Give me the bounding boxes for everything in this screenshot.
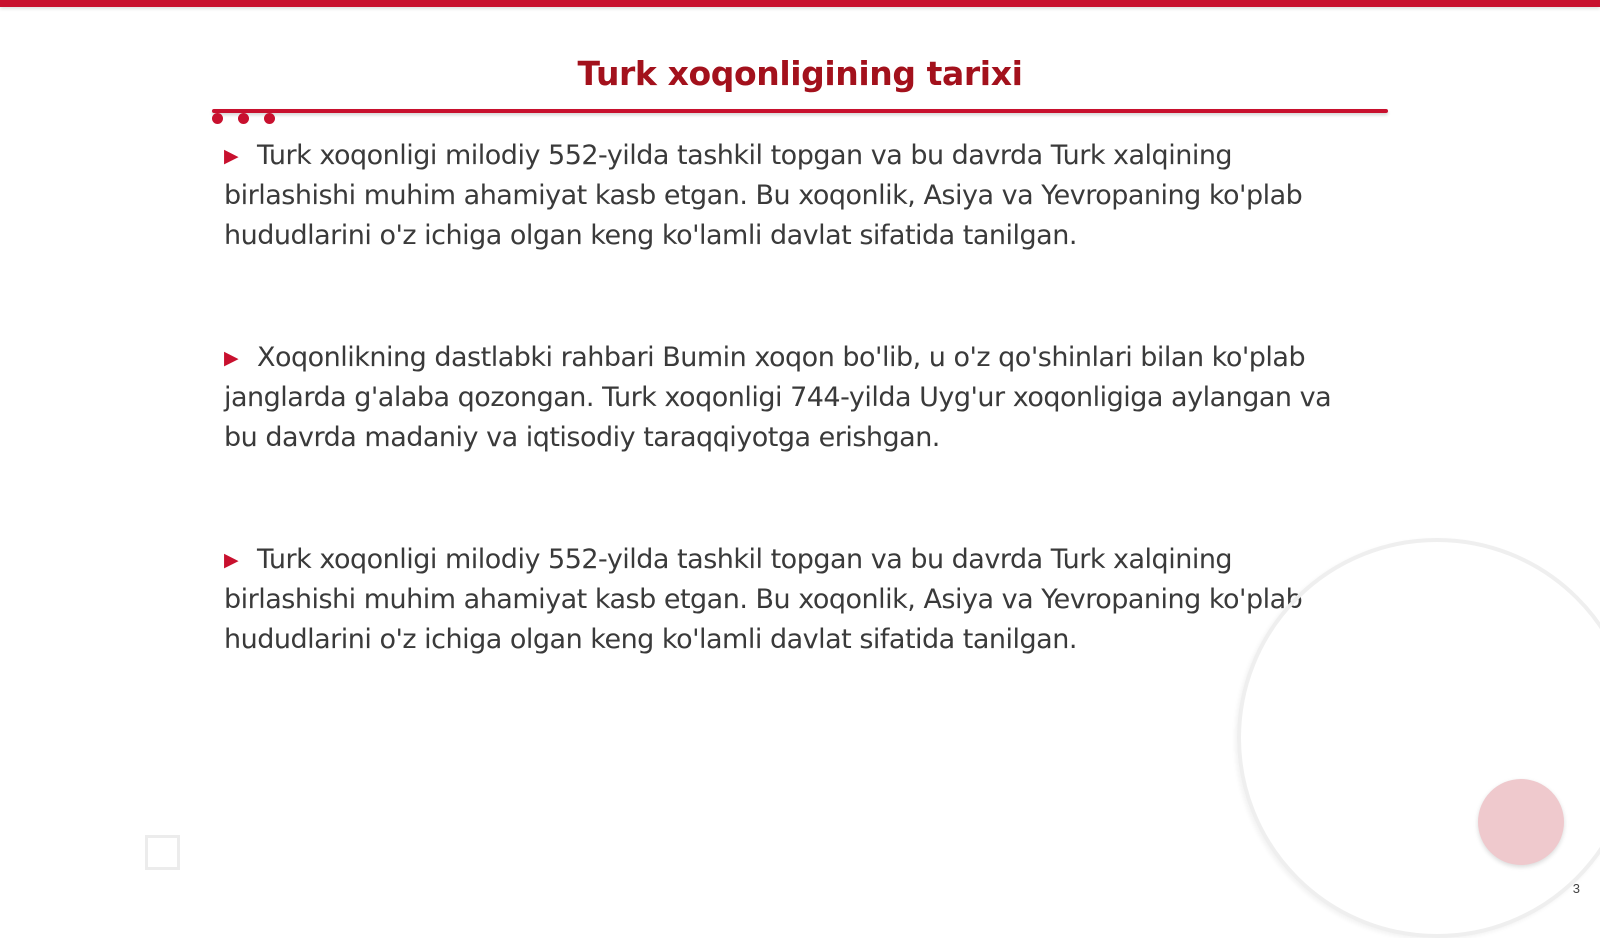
decor-dot <box>264 113 275 124</box>
bullet-text: Turk xoqonligi milodiy 552-yilda tashkil topgan va bu davrda Turk xalqining birlashishi muhim ahamiyat kasb etgan. Bu xoqonlik, Asiya va Yevropaning ko'plab hududlarini o'z ichiga olgan keng ko'lamli davlat sifatida tanilgan. <box>224 140 1303 251</box>
bullet-item <box>224 136 1364 256</box>
slide-title: Turk xoqonligining tarixi <box>577 54 1023 93</box>
triangle-right-icon: ▶ <box>224 347 239 369</box>
bullet-text: Xoqonlikning dastlabki rahbari Bumin xoqon bo'lib, u o'z qo'shinlari bilan ko'plab janglarda g'alaba qozongan. Turk xoqonligi 744-yilda Uyg'ur xoqonligiga aylangan va bu davrda madaniy va iqtisodiy taraqqiyotga erishgan. <box>224 342 1332 453</box>
decor-dot <box>238 113 249 124</box>
decor-dot <box>212 113 223 124</box>
bullet-text: Turk xoqonligi milodiy 552-yilda tashkil topgan va bu davrda Turk xalqining birlashishi muhim ahamiyat kasb etgan. Bu xoqonlik, Asiya va Yevropaning ko'plab hududlarini o'z ichiga olgan keng ko'lamli davlat sifatida tanilgan. <box>224 544 1303 655</box>
triangle-right-icon: ▶ <box>224 549 239 571</box>
page-number: 3 <box>1572 881 1580 896</box>
bullet-list <box>224 136 1364 742</box>
triangle-right-icon: ▶ <box>224 145 239 167</box>
top-accent-bar <box>0 0 1600 7</box>
decor-pink-circle <box>1478 779 1564 865</box>
bullet-item <box>224 540 1364 660</box>
title-underline <box>212 109 1388 113</box>
decor-square-outline <box>145 835 180 870</box>
bullet-item <box>224 338 1364 458</box>
